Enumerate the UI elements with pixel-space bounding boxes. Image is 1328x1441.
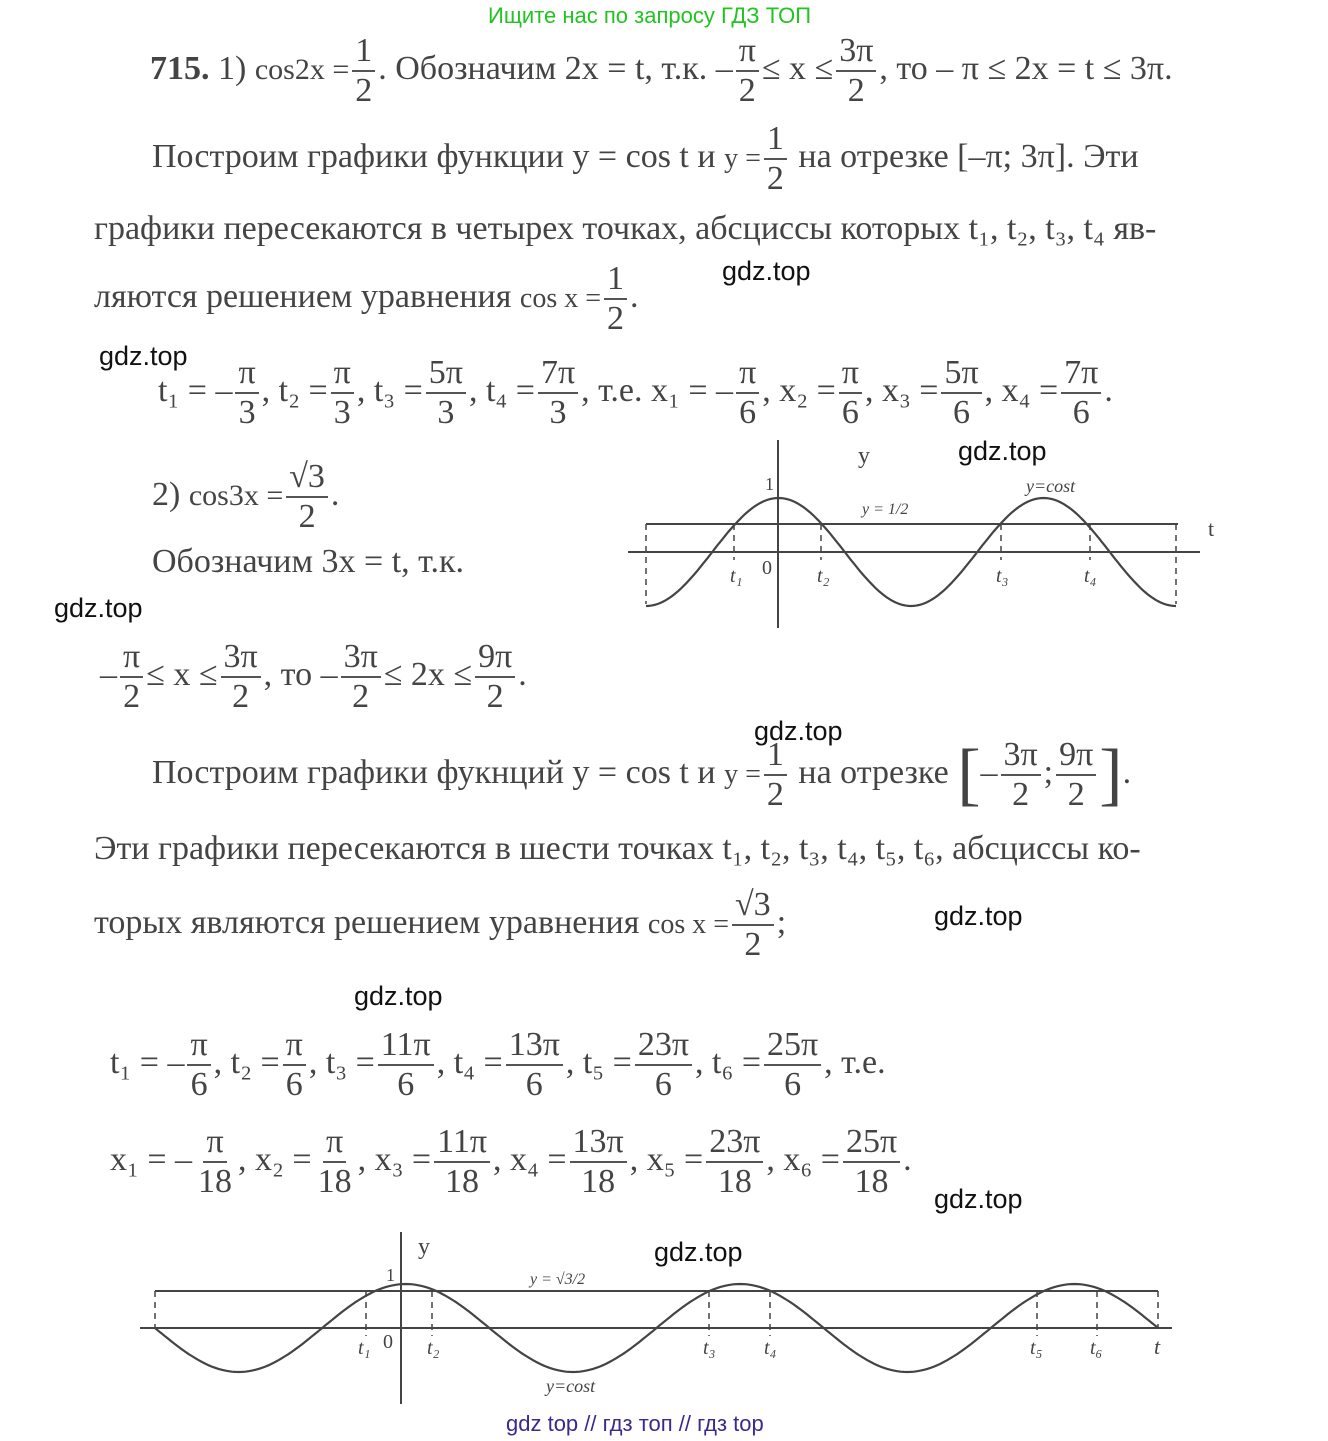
graph1-pt-3: t₃ (996, 565, 1009, 587)
graph1-curve-label: y=cost (1026, 476, 1076, 496)
p1-line3: графики пересекаются в четырех точках, абсциссы которых t₁, t₂, t₃, t₄ яв- (94, 210, 1157, 247)
graph2-pt-6: t₆ (1090, 1337, 1103, 1359)
p2-t-roots: t₁ = – $\frac{\pi}{6}$ , t₂ = $\frac{\pi}{6}$ , t₃ = $\frac{11\pi}{6}$ , t₄ = $\frac{13\pi}{6}$ , t₅ = $\frac{23\pi}{6}$ , t₆ = $\frac{25\pi}{6}$ , т.е. (110, 1026, 886, 1103)
watermark: gdz.top (754, 716, 843, 746)
watermark: gdz.top (934, 1184, 1023, 1214)
p1-line2-a: Построим графики функции y = cos t и (152, 137, 716, 175)
watermark: gdz.top (958, 436, 1047, 466)
graph2-pt-4: t₄ (764, 1337, 777, 1359)
p1-line2-yeq: y = (724, 142, 761, 174)
graph1-pt-2: t₂ (817, 565, 830, 587)
p1-line4-eq: cos x = (519, 282, 602, 314)
frac-half: $\frac{1}{2}$ (604, 262, 627, 336)
graph1-pt-4: t₄ (1084, 565, 1097, 587)
p2-line1: 2) cos3x = $\frac{√3}{2}$ . (152, 458, 340, 535)
p1-roots: t₁ = – $\frac{\pi}{3}$ , t₂ = $\frac{\pi}{3}$ , t₃ = $\frac{5\pi}{3}$ , t₄ = $\frac{7\pi}{3}$ , т.е. x₁ = – $\frac{\pi}{6}$ , x₂ = $\frac{\pi}{6}$ , x₃ = $\frac{5\pi}{6}$ , x₄ = $\frac{7\pi}{6}$ . (158, 354, 1113, 431)
p2-line-c: торых являются решением уравнения cos x = $\frac{√3}{2}$ ; (94, 886, 787, 963)
problem-number: 715. (150, 49, 210, 87)
frac-pi-2: $\frac{\pi}{2}$ (736, 34, 759, 108)
graph1-origin: 0 (762, 557, 772, 579)
watermark: gdz.top (354, 981, 443, 1011)
graph1-line-label: y = 1/2 (862, 501, 909, 518)
frac-sqrt3-2: $\frac{√3}{2}$ (286, 460, 328, 534)
graph2-line-label: y = √3/2 (530, 1271, 586, 1288)
graph2-pt-3: t₃ (703, 1337, 716, 1359)
watermark: gdz.top (934, 901, 1023, 931)
p1-eq: cos2x = (254, 52, 350, 86)
p2-line-b: Эти графики пересекаются в шести точках t₁, t₂, t₃, t₄, t₅, t₆, абсциссы ко- (94, 830, 1141, 867)
p2-subst: Обозначим 3x = t, т.к. (152, 543, 464, 580)
graph2-curve-label: y=cost (546, 1376, 596, 1396)
p1-mid: . Обозначим 2x = t, т.к. – (378, 49, 733, 87)
graph2-pt-1: t₁ (358, 1337, 371, 1359)
watermark: gdz.top (654, 1237, 743, 1267)
p1-line4: ляются решением уравнения cos x = $\frac{1}{2}$ . (94, 260, 639, 337)
header-search-link[interactable]: Ищите нас по запросу ГДЗ ТОП (488, 3, 812, 28)
graph2-y-label: y (418, 1234, 430, 1260)
graph2-one: 1 (386, 1265, 395, 1285)
graph2-pt-5: t₅ (1030, 1337, 1043, 1359)
graph2-origin: 0 (383, 1331, 393, 1353)
watermark: gdz.top (722, 256, 811, 286)
graph1-y-label: y (858, 443, 870, 469)
watermark: gdz.top (54, 593, 143, 623)
graph1-pt-1: t₁ (730, 565, 743, 587)
p2-line-a: Построим графики фукнций y = cos t и y = $\frac{1}{2}$ на отрезке [– $\frac{3\pi}{2}$ ; $\frac{9\pi}{2}$ ]. (152, 736, 1132, 813)
p1-ineq: ≤ x ≤ (761, 49, 834, 87)
watermark: gdz.top (99, 341, 188, 371)
p2-range: – $\frac{\pi}{2}$ ≤ x ≤ $\frac{3\pi}{2}$ , то – $\frac{3\pi}{2}$ ≤ 2x ≤ $\frac{9\pi}{2}$ . (100, 638, 527, 715)
p1-line2-b: на отрезке [–π; 3π]. Эти (798, 137, 1139, 175)
part1-label: 1) (218, 49, 247, 87)
graph2-t-label: t (1154, 1334, 1161, 1359)
part2-label: 2) (152, 475, 181, 513)
frac-half: $\frac{1}{2}$ (764, 122, 787, 196)
frac-3pi-2: $\frac{3\pi}{2}$ (836, 34, 876, 108)
frac-half: $\frac{1}{2}$ (352, 34, 375, 108)
graph1-t-label: t (1208, 516, 1215, 541)
graph1-one: 1 (765, 474, 774, 494)
graph2-pt-2: t₂ (427, 1337, 440, 1359)
footer-links[interactable]: gdz top // гдз топ // гдз top (506, 1411, 764, 1436)
p1-tail: , то – π ≤ 2x = t ≤ 3π. (879, 49, 1173, 87)
p1-line4-a: ляются решением уравнения (94, 277, 512, 315)
p2-x-roots: x₁ = – $\frac{\pi}{18}$ , x₂ = $\frac{\pi}{18}$ , x₃ = $\frac{11\pi}{18}$ , x₄ = $\frac{13\pi}{18}$ , x₅ = $\frac{23\pi}{18}$ , x₆ = $\frac{25\pi}{18}$ . (110, 1123, 912, 1200)
